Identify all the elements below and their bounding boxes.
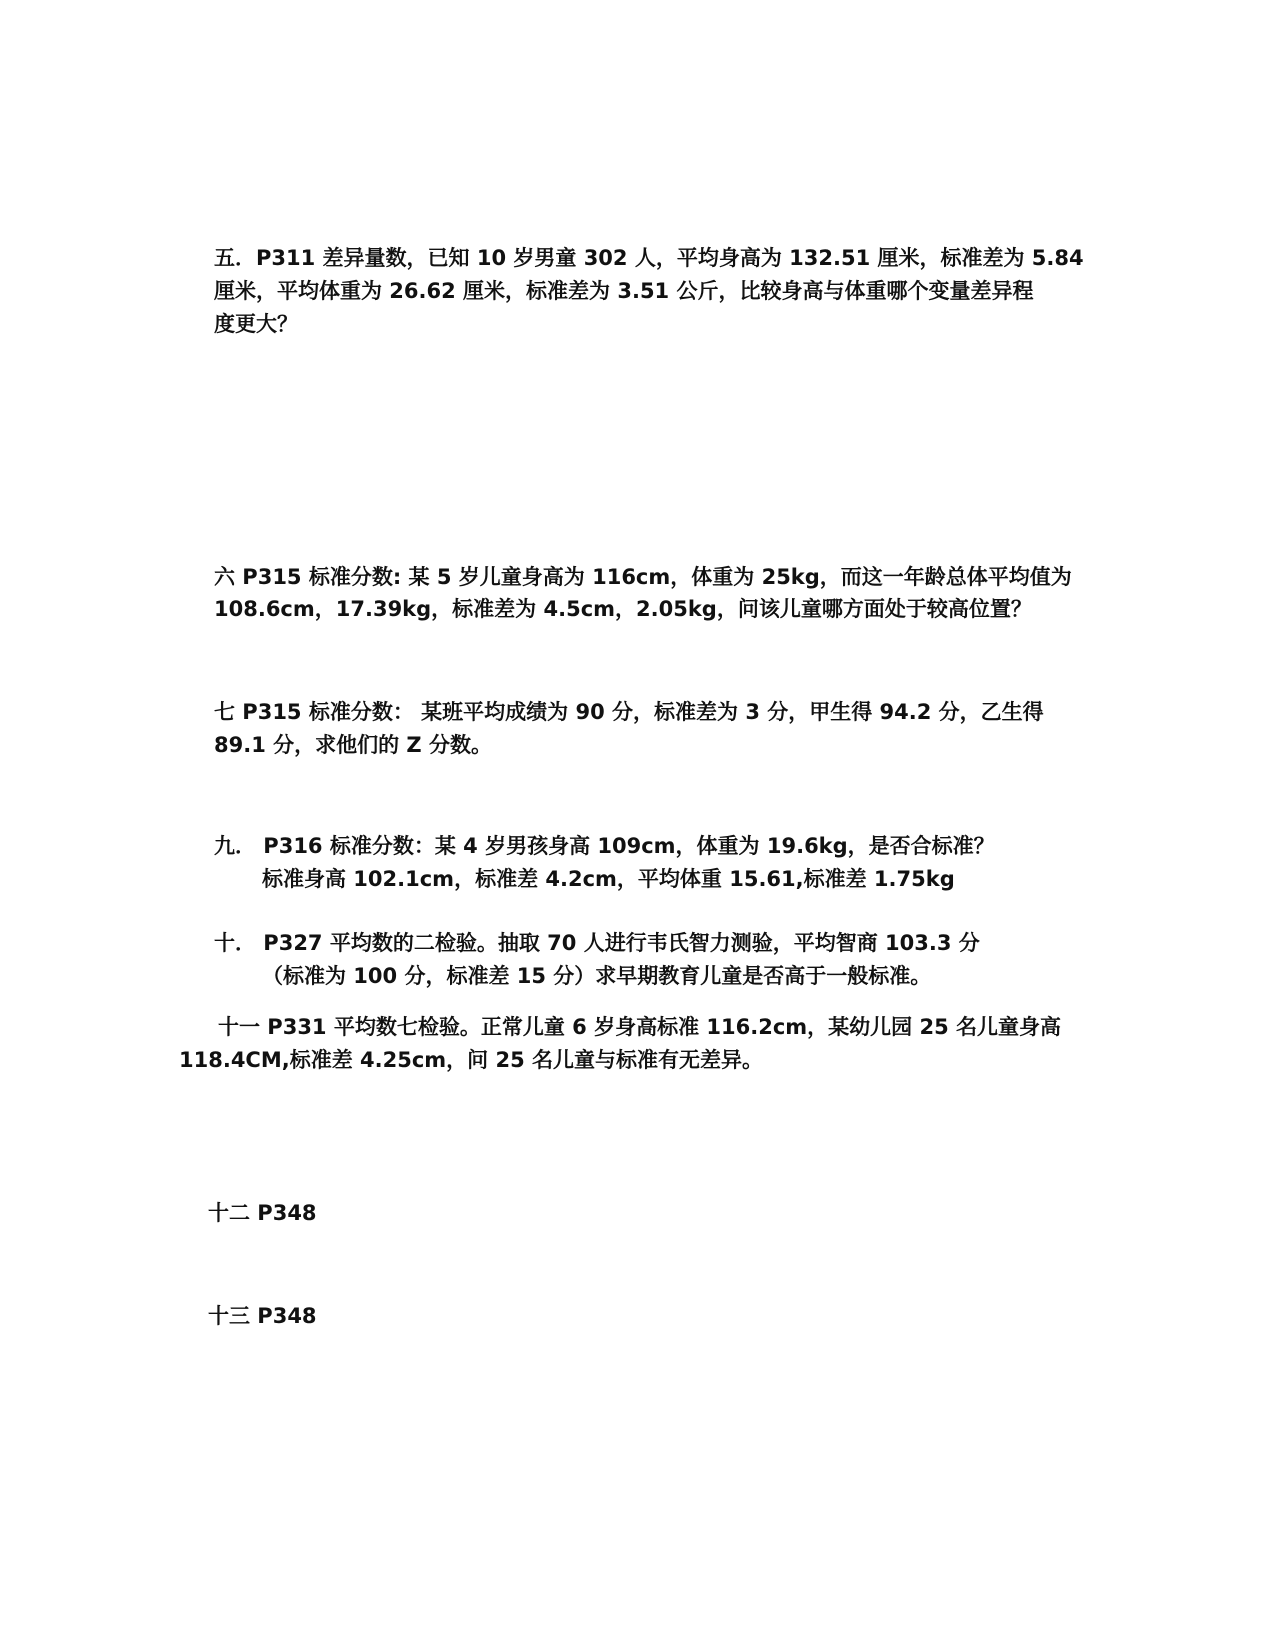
question-5-line-3: 度更大？ <box>214 312 298 336</box>
question-12-heading: 十二 P348 <box>208 1201 317 1225</box>
question-5-line-2: 厘米，平均体重为 26.62 厘米，标准差为 3.51 公斤，比较身高与体重哪个变量差异程 <box>214 279 1034 303</box>
question-6-line-2: 108.6cm，17.39kg，标准差为 4.5cm，2.05kg，问该儿童哪方面处于较高位置？ <box>214 597 1032 621</box>
question-11-line-2: 118.4CM,标准差 4.25cm，问 25 名儿童与标准有无差异。 <box>179 1048 764 1072</box>
question-13-heading: 十三 P348 <box>208 1304 317 1328</box>
question-6-line-1: 六 P315 标准分数: 某 5 岁儿童身高为 116cm，体重为 25kg，而这一年龄总体平均值为 <box>214 565 1072 589</box>
question-7-line-2: 89.1 分，求他们的 Z 分数。 <box>214 733 492 757</box>
question-10-line-2: （标准为 100 分，标准差 15 分）求早期教育儿童是否高于一般标准。 <box>262 964 932 988</box>
question-7-line-1: 七 P315 标准分数： 某班平均成绩为 90 分，标准差为 3 分，甲生得 94.2 分，乙生得 <box>214 700 1044 724</box>
question-9-line-1: 九． P316 标准分数：某 4 岁男孩身高 109cm，体重为 19.6kg，是否合标准？ <box>214 834 995 858</box>
question-9-line-2: 标准身高 102.1cm，标准差 4.2cm，平均体重 15.61,标准差 1.75kg <box>262 867 955 891</box>
question-10-line-1: 十． P327 平均数的二检验。抽取 70 人进行韦氏智力测验，平均智商 103.3 分 <box>214 931 980 955</box>
question-11-line-1: 十一 P331 平均数七检验。正常儿童 6 岁身高标准 116.2cm，某幼儿园 25 名儿童身高 <box>218 1015 1061 1039</box>
question-5-line-1: 五．P311 差异量数，已知 10 岁男童 302 人，平均身高为 132.51 厘米，标准差为 5.84 <box>214 246 1084 270</box>
